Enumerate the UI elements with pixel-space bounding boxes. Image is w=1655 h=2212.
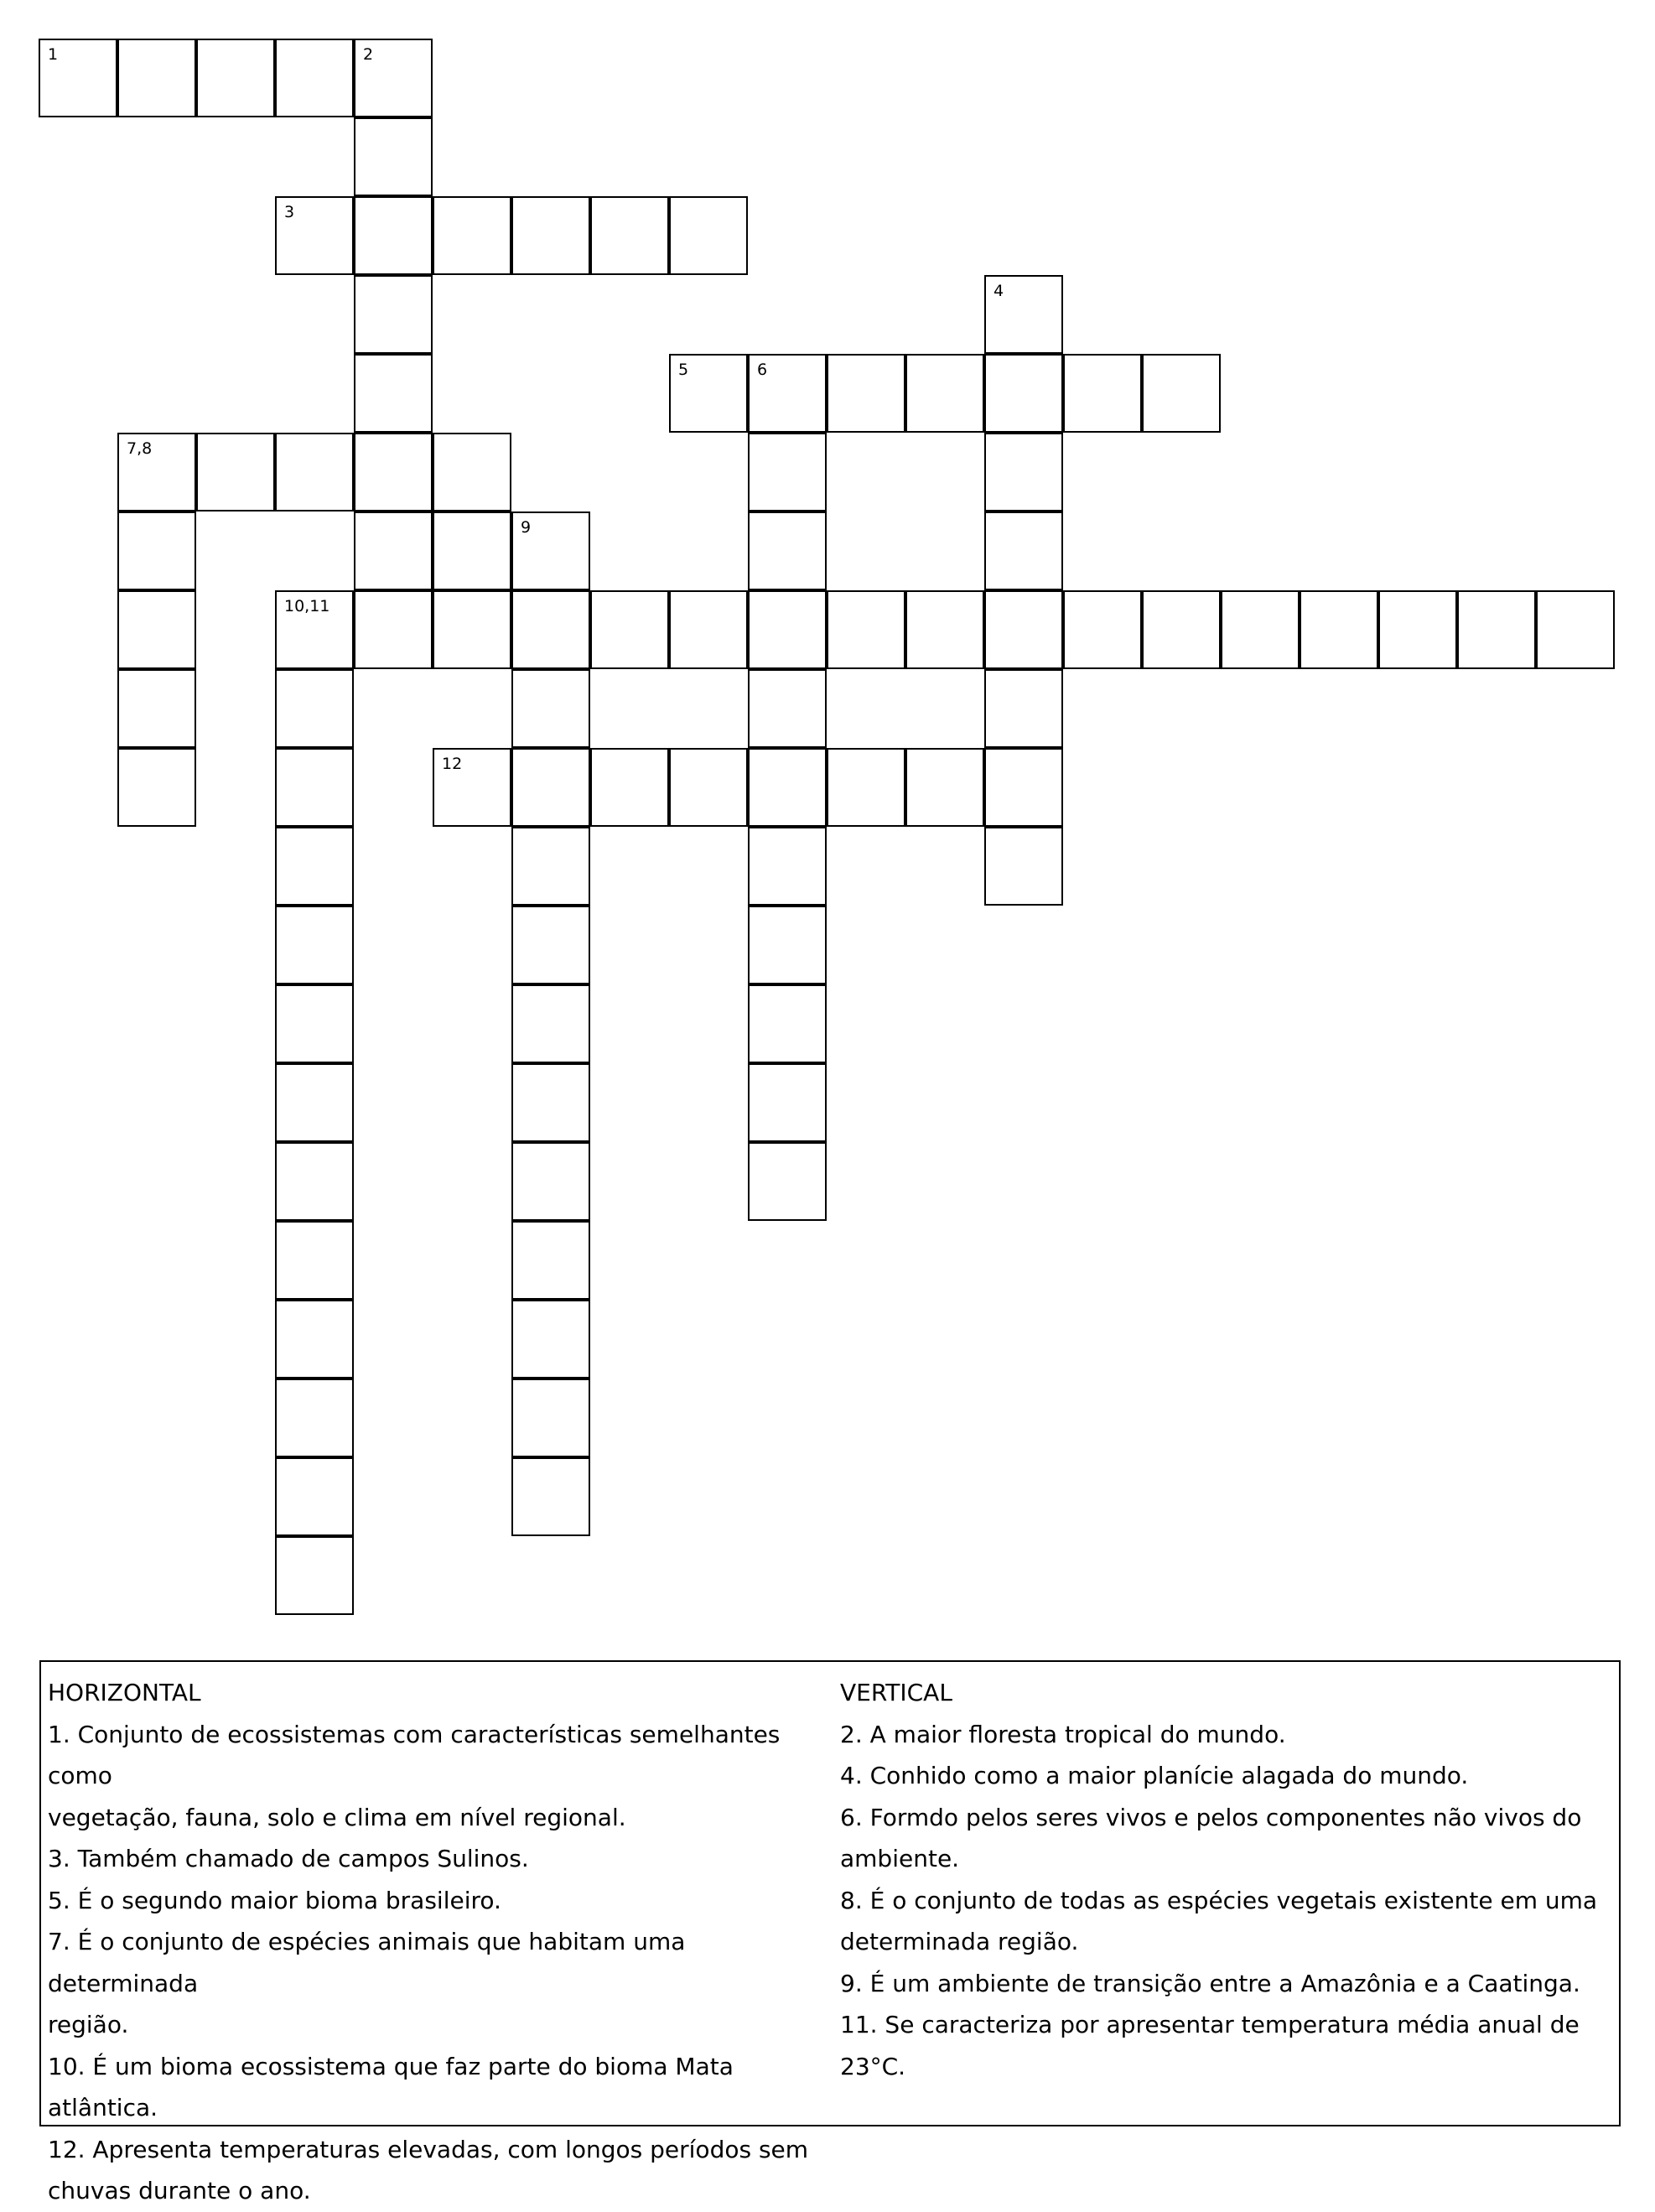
crossword-cell[interactable] <box>748 590 827 669</box>
clue-number: 6 <box>757 361 768 379</box>
crossword-cell[interactable] <box>590 748 669 827</box>
crossword-cell[interactable] <box>1063 590 1142 669</box>
crossword-cell[interactable] <box>1142 354 1221 433</box>
crossword-cell[interactable] <box>511 748 590 827</box>
crossword-cell[interactable] <box>275 433 354 511</box>
crossword-cell[interactable] <box>984 433 1063 511</box>
crossword-cell[interactable] <box>748 827 827 906</box>
crossword-cell[interactable] <box>984 275 1063 354</box>
crossword-cell[interactable] <box>748 1063 827 1142</box>
crossword-cell[interactable] <box>117 748 196 827</box>
crossword-cell[interactable] <box>433 433 511 511</box>
crossword-cell[interactable] <box>511 511 590 590</box>
crossword-cell[interactable] <box>669 748 748 827</box>
crossword-cell[interactable] <box>275 1300 354 1379</box>
clue-number: 4 <box>994 282 1004 300</box>
crossword-cell[interactable] <box>905 354 984 433</box>
crossword-cell[interactable] <box>354 354 433 433</box>
crossword-cell[interactable] <box>827 748 905 827</box>
vertical-clue-line: 9. É um ambiente de transição entre a Amazônia e a Caatinga. <box>840 1969 1580 1997</box>
crossword-cell[interactable] <box>39 39 117 117</box>
crossword-cell[interactable] <box>748 984 827 1063</box>
crossword-cell[interactable] <box>669 354 748 433</box>
crossword-cell[interactable] <box>275 906 354 984</box>
vertical-clue-line: ambiente. <box>840 1845 960 1872</box>
crossword-cell[interactable] <box>117 39 196 117</box>
crossword-cell[interactable] <box>275 196 354 275</box>
crossword-cell[interactable] <box>433 590 511 669</box>
crossword-cell[interactable] <box>748 748 827 827</box>
crossword-cell[interactable] <box>511 984 590 1063</box>
crossword-cell[interactable] <box>590 196 669 275</box>
crossword-cell[interactable] <box>196 39 275 117</box>
crossword-cell[interactable] <box>984 669 1063 748</box>
horizontal-clue-line: região. <box>48 2011 129 2038</box>
crossword-cell[interactable] <box>748 354 827 433</box>
horizontal-clue-line: 1. Conjunto de ecossistemas com características semelhantes como <box>48 1720 781 1789</box>
crossword-cell[interactable] <box>827 590 905 669</box>
crossword-cell[interactable] <box>1378 590 1457 669</box>
horizontal-clue-line: 3. Também chamado de campos Sulinos. <box>48 1845 529 1872</box>
vertical-clue-line: 8. É o conjunto de todas as espécies vegetais existente em uma <box>840 1886 1598 1914</box>
crossword-cell[interactable] <box>1300 590 1378 669</box>
vertical-clue-line: 6. Formdo pelos seres vivos e pelos componentes não vivos do <box>840 1803 1582 1831</box>
clue-number: 1 <box>48 45 59 64</box>
crossword-cell[interactable] <box>275 1221 354 1300</box>
crossword-cell[interactable] <box>275 1142 354 1221</box>
clues-box <box>39 1660 1621 2204</box>
vertical-heading: VERTICAL <box>840 1679 952 1706</box>
vertical-clues <box>840 1672 1620 2087</box>
crossword-cell[interactable] <box>275 1379 354 1457</box>
clue-number: 12 <box>442 755 463 773</box>
horizontal-clue-line: chuvas durante o ano. <box>48 2177 311 2204</box>
crossword-cell[interactable] <box>669 590 748 669</box>
vertical-clue-line: 2. A maior floresta tropical do mundo. <box>840 1720 1286 1748</box>
crossword-cell[interactable] <box>275 1063 354 1142</box>
crossword-cell[interactable] <box>905 590 984 669</box>
crossword-cell[interactable] <box>354 39 433 117</box>
crossword-cell[interactable] <box>984 748 1063 827</box>
crossword-cell[interactable] <box>1457 590 1536 669</box>
crossword-cell[interactable] <box>590 590 669 669</box>
crossword-cell[interactable] <box>1221 590 1300 669</box>
crossword-cell[interactable] <box>748 1142 827 1221</box>
crossword-cell[interactable] <box>511 1300 590 1379</box>
crossword-cell[interactable] <box>275 984 354 1063</box>
crossword-cell[interactable] <box>117 511 196 590</box>
horizontal-clue-line: 5. É o segundo maior bioma brasileiro. <box>48 1886 501 1914</box>
clue-number: 9 <box>521 518 532 537</box>
crossword-cell[interactable] <box>511 1063 590 1142</box>
horizontal-clue-line: 12. Apresenta temperaturas elevadas, com longos períodos sem <box>48 2135 809 2163</box>
crossword-cell[interactable] <box>117 669 196 748</box>
crossword-cell[interactable] <box>511 1221 590 1300</box>
crossword-cell[interactable] <box>275 39 354 117</box>
crossword-cell[interactable] <box>984 511 1063 590</box>
clue-number: 5 <box>678 361 689 379</box>
crossword-cell[interactable] <box>117 433 196 511</box>
crossword-cell[interactable] <box>905 748 984 827</box>
crossword-cell[interactable] <box>511 1142 590 1221</box>
crossword-cell[interactable] <box>433 748 511 827</box>
crossword-cell[interactable] <box>748 906 827 984</box>
horizontal-clues <box>48 1672 840 2212</box>
clue-number: 2 <box>363 45 374 64</box>
horizontal-clue-line: 10. É um bioma ecossistema que faz parte do bioma Mata atlântica. <box>48 2052 734 2121</box>
vertical-clue-line: 4. Conhido como a maior planície alagada do mundo. <box>840 1762 1469 1789</box>
crossword-cell[interactable] <box>511 196 590 275</box>
crossword-cell[interactable] <box>511 669 590 748</box>
crossword-cell[interactable] <box>275 1457 354 1536</box>
crossword-cell[interactable] <box>748 669 827 748</box>
crossword-cell[interactable] <box>511 906 590 984</box>
crossword-cell[interactable] <box>984 354 1063 433</box>
crossword-cell[interactable] <box>748 511 827 590</box>
crossword-cell[interactable] <box>511 827 590 906</box>
crossword-cell[interactable] <box>275 827 354 906</box>
crossword-cell[interactable] <box>669 196 748 275</box>
crossword-cell[interactable] <box>354 590 433 669</box>
crossword-cell[interactable] <box>984 590 1063 669</box>
crossword-cell[interactable] <box>827 354 905 433</box>
crossword-cell[interactable] <box>1063 354 1142 433</box>
crossword-cell[interactable] <box>196 433 275 511</box>
crossword-cell[interactable] <box>1142 590 1221 669</box>
horizontal-heading: HORIZONTAL <box>48 1679 201 1706</box>
crossword-cell[interactable] <box>275 669 354 748</box>
vertical-clue-line: determinada região. <box>840 1928 1079 1955</box>
crossword-cell[interactable] <box>984 827 1063 906</box>
crossword-cell[interactable] <box>748 433 827 511</box>
clue-number: 3 <box>284 203 295 221</box>
crossword-cell[interactable] <box>1536 590 1615 669</box>
crossword-cell[interactable] <box>275 1536 354 1615</box>
crossword-cell[interactable] <box>433 196 511 275</box>
horizontal-clue-line: vegetação, fauna, solo e clima em nível regional. <box>48 1803 626 1831</box>
clue-number: 7,8 <box>127 439 153 458</box>
crossword-cell[interactable] <box>511 590 590 669</box>
crossword-cell[interactable] <box>275 590 354 669</box>
crossword-cell[interactable] <box>354 117 433 196</box>
crossword-cell[interactable] <box>275 748 354 827</box>
crossword-cell[interactable] <box>511 1457 590 1536</box>
crossword-cell[interactable] <box>117 590 196 669</box>
crossword-cell[interactable] <box>354 196 433 275</box>
crossword-cell[interactable] <box>511 1379 590 1457</box>
crossword-cell[interactable] <box>354 511 433 590</box>
vertical-clue-line: 11. Se caracteriza por apresentar temperatura média anual de 23°C. <box>840 2011 1580 2080</box>
crossword-cell[interactable] <box>433 511 511 590</box>
crossword-cell[interactable] <box>354 275 433 354</box>
horizontal-clue-line: 7. É o conjunto de espécies animais que habitam uma determinada <box>48 1928 686 1997</box>
crossword-cell[interactable] <box>354 433 433 511</box>
clue-number: 10,11 <box>284 597 330 615</box>
